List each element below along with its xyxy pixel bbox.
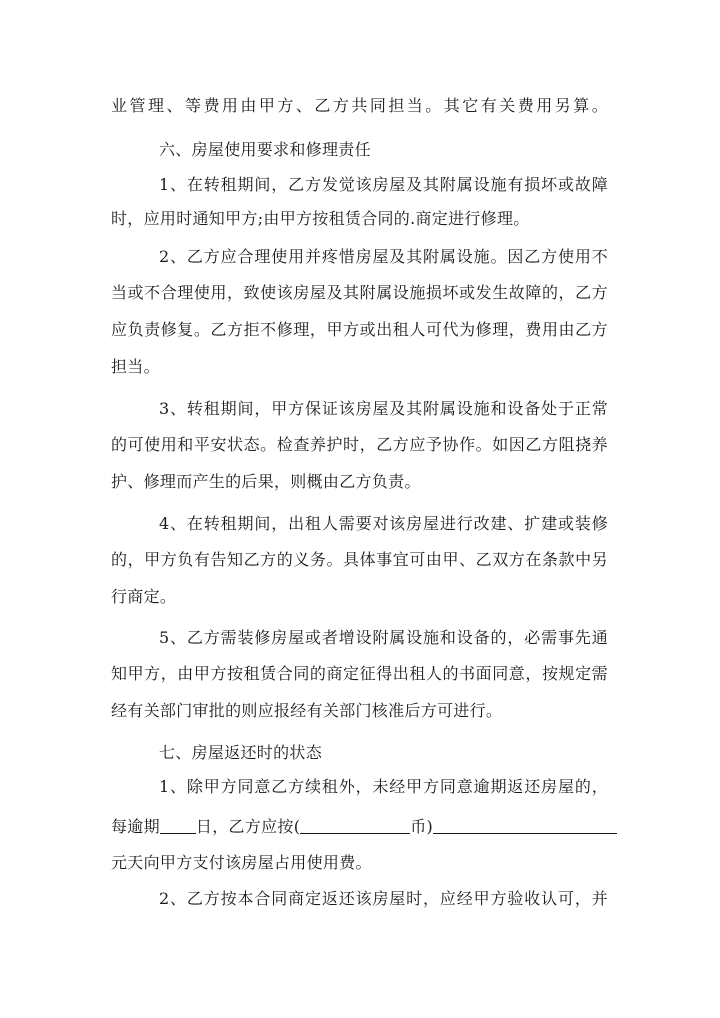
paragraph-line: 担当。 <box>111 357 160 376</box>
days-blank[interactable] <box>160 817 196 834</box>
paragraph-line: 时，应用时通知甲方;由甲方按租赁合同的.商定进行修理。 <box>111 209 530 228</box>
section-heading-6: 六、房屋使用要求和修理责任 <box>159 140 371 159</box>
section-heading-7: 七、房屋返还时的状态 <box>159 743 323 762</box>
paragraph-line: 1、在转租期间，乙方发觉该房屋及其附属设施有损坏或故障 <box>159 175 608 194</box>
blank-text: 币) <box>410 817 434 836</box>
fill-in-line <box>111 817 617 837</box>
paragraph-line: 的，甲方负有告知乙方的义务。具体事宜可由甲、乙双方在条款中另 <box>111 550 608 569</box>
paragraph-line: 2、乙方应合理使用并疼惜房屋及其附属设施。因乙方使用不 <box>159 247 608 266</box>
paragraph-line: 4、在转租期间，出租人需要对该房屋进行改建、扩建或装修 <box>159 514 608 533</box>
paragraph-line: 的可使用和平安状态。检查养护时，乙方应予协作。如因乙方阻挠养 <box>111 435 608 454</box>
paragraph-line: 5、乙方需装修房屋或者增设附属设施和设备的，必需事先通 <box>159 628 608 647</box>
paragraph-line: 2、乙方按本合同商定返还该房屋时，应经甲方验收认可，并 <box>159 889 608 908</box>
paragraph-line: 3、转租期间，甲方保证该房屋及其附属设施和设备处于正常 <box>159 399 608 418</box>
paragraph-line: 行商定。 <box>111 587 177 606</box>
paragraph-line: 知甲方，由甲方按租赁合同的商定征得出租人的书面同意，按规定需 <box>111 664 608 683</box>
paragraph-line: 元天向甲方支付该房屋占用使用费。 <box>111 853 372 872</box>
paragraph-line: 1、除甲方同意乙方续租外，未经甲方同意逾期返还房屋的， <box>159 777 608 796</box>
blank-text: 日，乙方应按( <box>195 817 301 836</box>
paragraph-line: 业管理、等费用由甲方、乙方共同担当。其它有关费用另算。 <box>111 96 608 115</box>
paragraph-line: 护、修理而产生的后果，则概由乙方负责。 <box>111 472 421 491</box>
blank-text: 每逾期 <box>111 817 160 836</box>
paragraph-line: 经有关部门审批的则应报经有关部门核准后方可进行。 <box>111 701 503 720</box>
currency-blank[interactable] <box>300 817 410 834</box>
amount-blank[interactable] <box>433 817 617 834</box>
paragraph-line: 应负责修复。乙方拒不修理，甲方或出租人可代为修理，费用由乙方 <box>111 320 608 339</box>
paragraph-line: 当或不合理使用，致使该房屋及其附属设施损坏或发生故障的，乙方 <box>111 283 608 302</box>
